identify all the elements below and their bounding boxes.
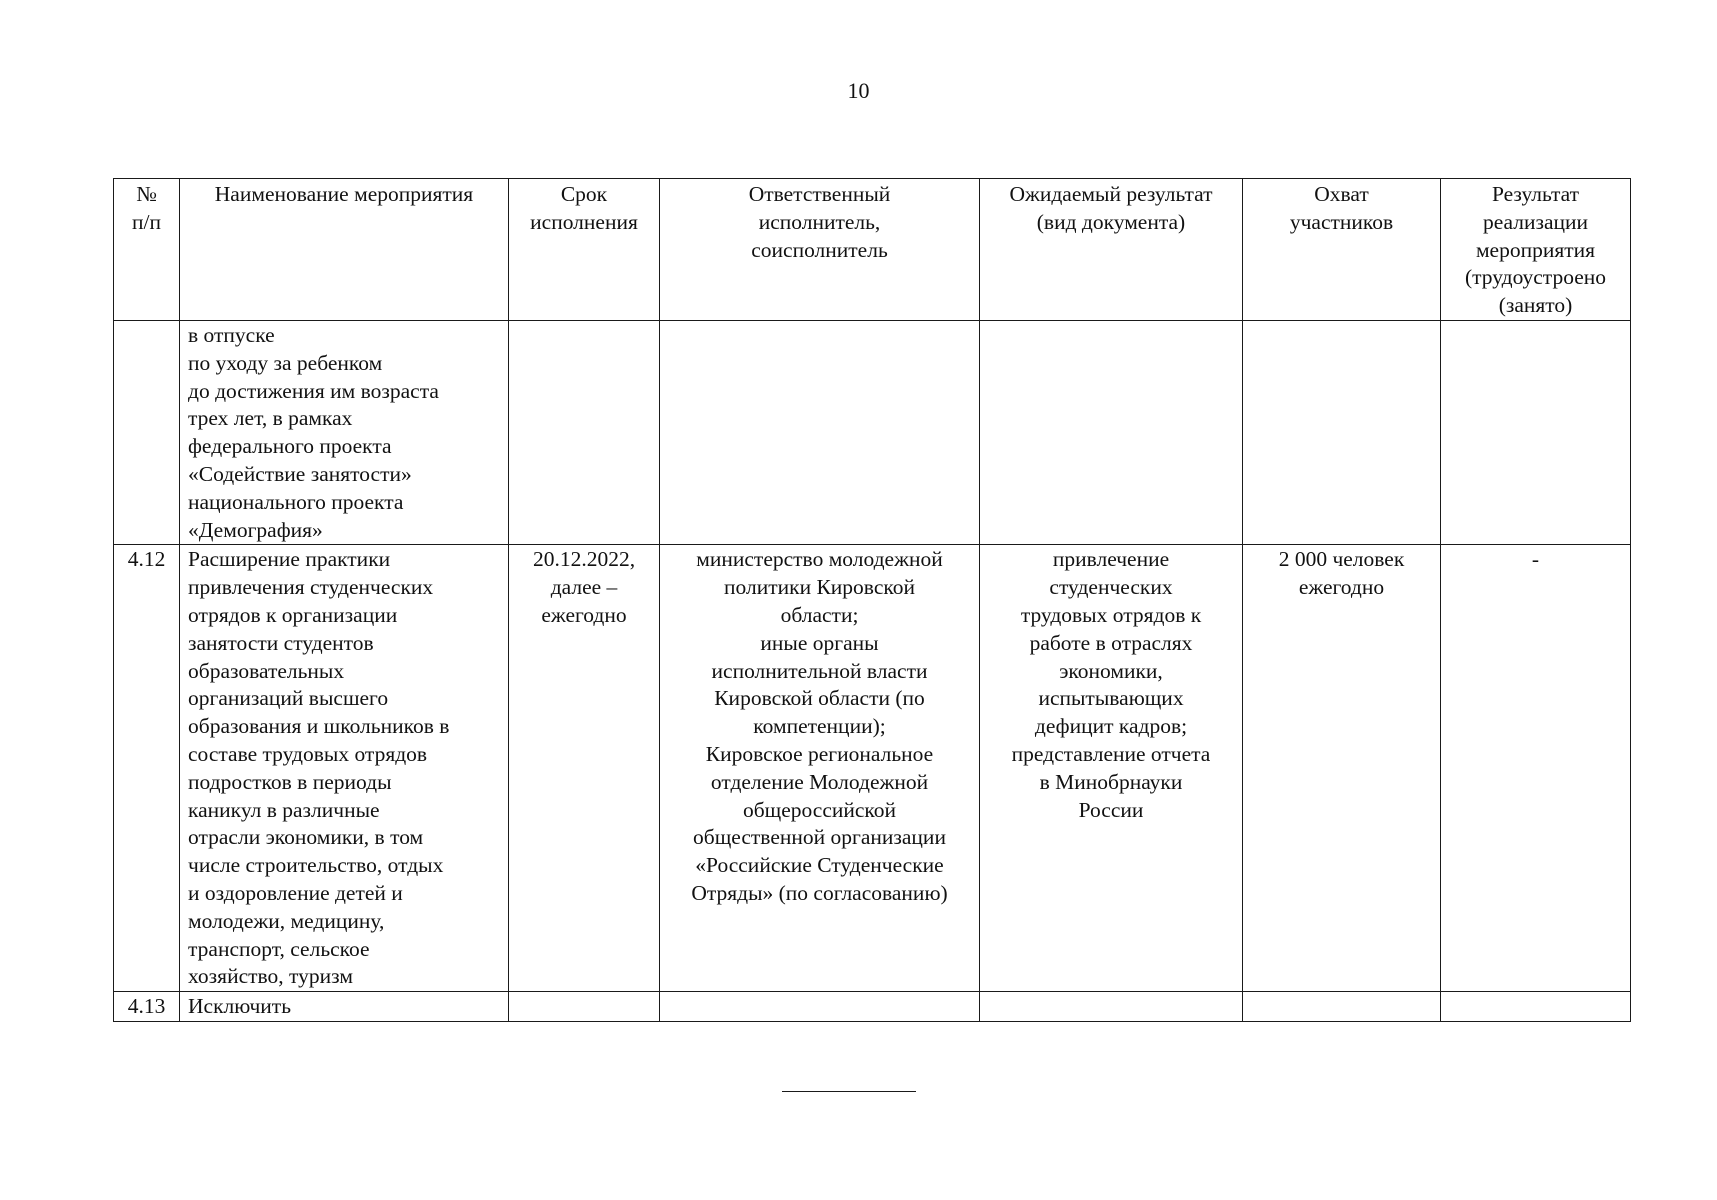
- table-header-row: [114, 179, 1631, 321]
- cell-result: -: [1441, 545, 1631, 992]
- cell-name: Исключить: [180, 992, 509, 1022]
- table-row: [114, 992, 1631, 1022]
- cell-coverage: 2 000 человек ежегодно: [1243, 545, 1441, 992]
- cell-coverage: [1243, 992, 1441, 1022]
- closing-rule: [782, 1091, 916, 1092]
- page-number: 10: [847, 78, 870, 103]
- cell-expected-result: привлечение студенческих трудовых отрядов к работе в отраслях экономики, испытывающих дефицит кадров; представление отчета в Минобрнауки России: [980, 545, 1243, 992]
- cell-coverage: [1243, 321, 1441, 545]
- header-result: Результат реализации мероприятия (трудоустроено (занято): [1441, 179, 1631, 321]
- cell-num: 4.13: [114, 992, 180, 1022]
- cell-num: [114, 321, 180, 545]
- cell-name: в отпуске по уходу за ребенком до достижения им возраста трех лет, в рамках федерального проекта «Содействие занятости» национального проекта «Демография»: [180, 321, 509, 545]
- cell-name: Расширение практики привлечения студенческих отрядов к организации занятости студентов образовательных организаций высшего образования и школьников в составе трудовых отрядов подростков в периоды каникул в различные отрасли экономики, в том числе строительство, отдых и оздоровление детей и молодежи, медицину, транспорт, сельское хозяйство, туризм: [180, 545, 509, 992]
- header-coverage: Охват участников: [1243, 179, 1441, 321]
- cell-responsible: [660, 321, 980, 545]
- cell-result: [1441, 992, 1631, 1022]
- events-table: [113, 178, 1631, 1022]
- header-responsible: Ответственный исполнитель, соисполнитель: [660, 179, 980, 321]
- header-deadline: Срок исполнения: [509, 179, 660, 321]
- cell-responsible: министерство молодежной политики Кировской области; иные органы исполнительной власти Кировской области (по компетенции); Кировское региональное отделение Молодежной общероссийской общественной организации «Российские Студенческие Отряды» (по согласованию): [660, 545, 980, 992]
- header-expected-result: Ожидаемый результат (вид документа): [980, 179, 1243, 321]
- header-num: № п/п: [114, 179, 180, 321]
- cell-expected-result: [980, 321, 1243, 545]
- cell-deadline: 20.12.2022, далее – ежегодно: [509, 545, 660, 992]
- cell-expected-result: [980, 992, 1243, 1022]
- table-row: [114, 321, 1631, 545]
- cell-responsible: [660, 992, 980, 1022]
- cell-deadline: [509, 992, 660, 1022]
- cell-deadline: [509, 321, 660, 545]
- table-row: [114, 545, 1631, 992]
- cell-result: [1441, 321, 1631, 545]
- header-name: Наименование мероприятия: [180, 179, 509, 321]
- cell-num: 4.12: [114, 545, 180, 992]
